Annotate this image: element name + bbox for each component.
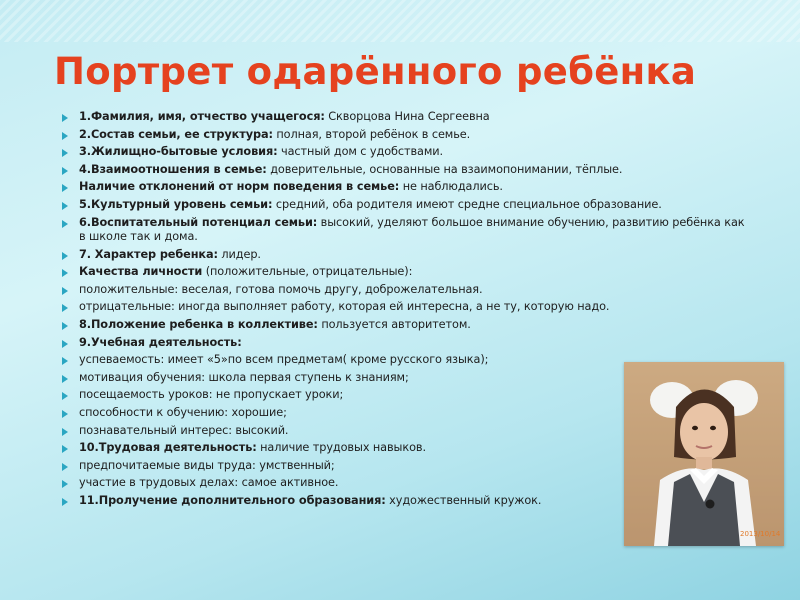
bullet-icon [62,167,68,175]
bullet-icon [62,202,68,210]
bullet-icon [62,463,68,471]
bullet-icon [62,322,68,330]
bullet-icon [62,392,68,400]
list-item [62,300,752,315]
bullet-icon [62,252,68,260]
item-text: высокий, уделяют большое внимание обучению, развитию ребёнка как в школе так и дома. [79,215,745,244]
item-bold: 2.Состав семьи, ее структура: [79,127,273,141]
item-text: участие в трудовых делах: самое активное. [79,476,339,490]
item-text: успеваемость: имеет «5»по всем предметам( кроме русского языка); [79,353,489,367]
item-text: познавательный интерес: высокий. [79,423,289,437]
bullet-icon [62,410,68,418]
bullet-icon [62,220,68,228]
bullet-icon [62,184,68,192]
list-item [62,145,752,160]
item-text: отрицательные: иногда выполняет работу, которая ей интересна, а не ту, которую надо. [79,300,610,314]
item-text: наличие трудовых навыков. [256,441,426,455]
bullet-icon [62,428,68,436]
list-item [62,318,752,333]
list-item [62,283,752,298]
item-bold: 4.Взаимоотношения в семье: [79,162,267,176]
item-bold: 11.Пролучение дополнительного образования: [79,493,386,507]
bullet-icon [62,445,68,453]
bullet-icon [62,114,68,122]
item-bold: 10.Трудовая деятельность: [79,441,257,455]
bullet-icon [62,357,68,365]
item-bold: 9.Учебная деятельность: [79,335,242,349]
item-bold: 3.Жилищно-бытовые условия: [79,145,278,159]
item-text: мотивация обучения: школа первая ступень к знаниям; [79,370,409,384]
item-text: предпочитаемые виды труда: умственный; [79,458,335,472]
list-item [62,336,752,351]
item-text: способности к обучению: хорошие; [79,406,287,419]
list-item [62,216,752,245]
item-text: полная, второй ребёнок в семье. [272,127,471,141]
bullet-icon [62,498,68,506]
list-item [62,110,752,125]
list-item [62,128,752,143]
child-photo [624,362,784,546]
item-text: не наблюдались. [399,180,503,194]
item-bold: 5.Культурный уровень семьи: [79,197,273,211]
item-text: Скворцова Нина Сергеевна [324,110,490,123]
item-bold: Наличие отклонений от норм поведения в семье: [79,180,400,194]
bullet-icon [62,304,68,312]
item-bold: 8.Положение ребенка в коллективе: [79,318,318,332]
list-item [62,198,752,213]
slide-title: Портрет одарённого ребёнка [54,50,697,93]
item-bold: Качества личности [79,265,203,279]
item-bold: 6.Воспитательный потенциал семьи: [79,215,318,229]
bullet-icon [62,340,68,348]
photo-date-stamp: 2013/10/14 [740,530,781,538]
item-bold: 7. Характер ребенка: [79,247,218,261]
item-text: положительные: веселая, готова помочь другу, доброжелательная. [79,282,483,296]
bullet-icon [62,287,68,295]
bullet-icon [62,375,68,383]
list-item [62,265,752,280]
item-text: лидер. [217,247,261,261]
child-portrait-illustration [624,362,784,546]
decorative-stripes [0,0,800,42]
item-text: пользуется авторитетом. [317,318,471,332]
item-text: доверительные, основанные на взаимопонимании, тёплые. [266,162,623,176]
item-text: средний, оба родителя имеют средне специальное образование. [272,197,662,211]
item-text: частный дом с удобствами. [277,145,444,159]
item-text: художественный кружок. [385,493,542,507]
bullet-icon [62,480,68,488]
list-item [62,180,752,195]
list-item [62,248,752,263]
bullet-icon [62,269,68,277]
list-item [62,163,752,178]
item-text: посещаемость уроков: не пропускает уроки; [79,388,344,402]
bullet-icon [62,132,68,140]
item-bold: 1.Фамилия, имя, отчество учащегося: [79,110,325,123]
bullet-icon [62,149,68,157]
item-text: (положительные, отрицательные): [202,265,413,279]
